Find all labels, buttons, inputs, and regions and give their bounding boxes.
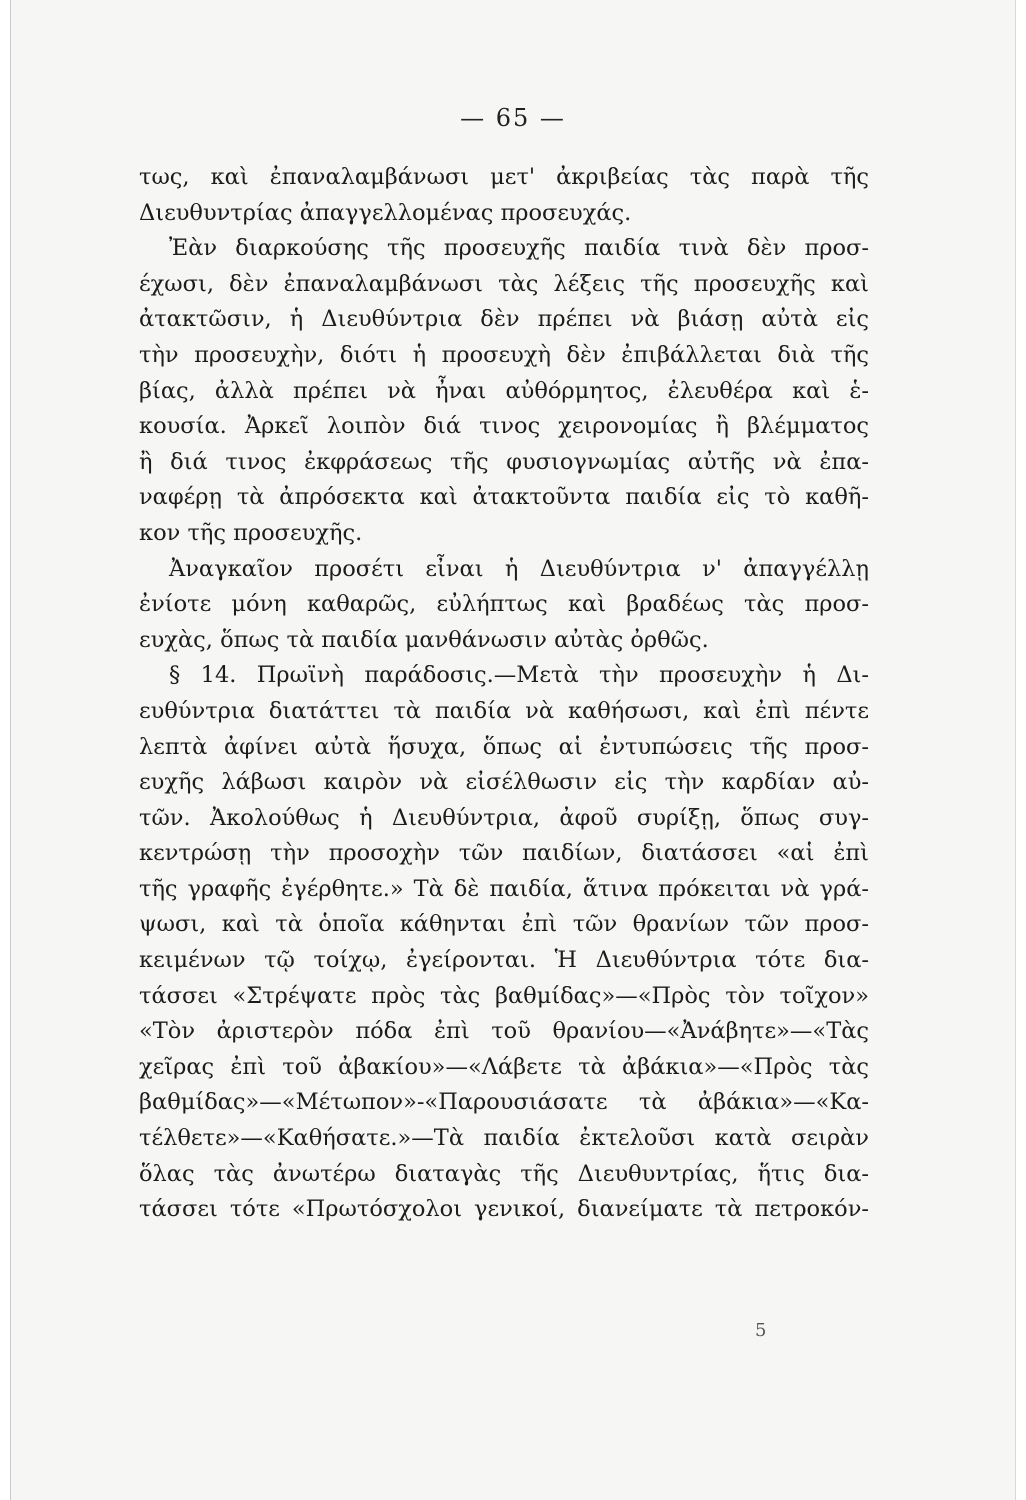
- text-line-29: ὅλας τὰς ἀνωτέρω διαταγὰς τῆς Διευθυντρίας, ἥτις δια-: [139, 1160, 869, 1187]
- text-line-11: κον τῆς προσευχῆς.: [139, 519, 363, 546]
- text-line-12: Ἀναγκαῖον προσέτι εἶναι ἡ Διευθύντρια ν' ἀπαγγέλλῃ: [169, 555, 869, 582]
- text-line-20: κεντρώσῃ τὴν προσοχὴν τῶν παιδίων, διατάσσει «αἱ ἐπὶ: [139, 840, 869, 867]
- text-line-15: § 14. Πρωϊνὴ παράδοσις.—Μετὰ τὴν προσευχὴν ἡ Δι-: [169, 662, 869, 689]
- text-line-24: τάσσει «Στρέψατε πρὸς τὰς βαθμίδας»—«Πρὸς τὸν τοῖχον»: [139, 982, 869, 1009]
- text-line-7: βίας, ἀλλὰ πρέπει νὰ ἦναι αὐθόρμητος, ἐλευθέρα καὶ ἑ-: [139, 377, 869, 404]
- text-line-5: ἀτακτῶσιν, ἡ Διευθύντρια δὲν πρέπει νὰ βιάσῃ αὐτὰ εἰς: [139, 306, 869, 333]
- text-line-16: ευθύντρια διατάττει τὰ παιδία νὰ καθήσωσι, καὶ ἐπὶ πέντε: [139, 697, 869, 724]
- text-line-2: Διευθυντρίας ἀπαγγελλομένας προσευχάς.: [139, 199, 632, 226]
- text-line-6: τὴν προσευχὴν, διότι ἡ προσευχὴ δὲν ἐπιβάλλεται διὰ τῆς: [139, 341, 869, 368]
- text-line-23: κειμένων τῷ τοίχῳ, ἐγείρονται. Ἡ Διευθύντρια τότε δια-: [139, 947, 869, 974]
- text-line-9: ἢ διά τινος ἐκφράσεως τῆς φυσιογνωμίας αὐτῆς νὰ ἐπα-: [139, 448, 869, 475]
- text-line-17: λεπτὰ ἀφίνει αὐτὰ ἥσυχα, ὅπως αἱ ἐντυπώσεις τῆς προσ-: [139, 733, 869, 760]
- text-line-27: βαθμίδας»—«Μέτωπον»-«Παρουσιάσατε τὰ ἀβάκια»—«Κα-: [139, 1089, 869, 1116]
- text-line-21: τῆς γραφῆς ἐγέρθητε.» Τὰ δὲ παιδία, ἅτινα πρόκειται νὰ γρά-: [139, 875, 869, 902]
- book-page: [10, 0, 1016, 1500]
- text-line-26: χεῖρας ἐπὶ τοῦ ἀβακίου»—«Λάβετε τὰ ἀβάκια»—«Πρὸς τὰς: [139, 1053, 869, 1080]
- signature-mark: 5: [755, 1320, 767, 1341]
- text-line-8: κουσία. Ἀρκεῖ λοιπὸν διά τινος χειρονομίας ἢ βλέμματος: [139, 413, 869, 440]
- text-line-22: ψωσι, καὶ τὰ ὁποῖα κάθηνται ἐπὶ τῶν θρανίων τῶν προσ-: [139, 911, 869, 938]
- text-line-30: τάσσει τότε «Πρωτόσχολοι γενικοί, διανείματε τὰ πετροκόν-: [139, 1196, 869, 1223]
- page-number: — 65 —: [460, 104, 566, 132]
- text-line-18: ευχῆς λάβωσι καιρὸν νὰ εἰσέλθωσιν εἰς τὴν καρδίαν αὐ-: [139, 769, 869, 796]
- text-line-25: «Τὸν ἀριστερὸν πόδα ἐπὶ τοῦ θρανίου—«Ἀνάβητε»—«Τὰς: [139, 1018, 869, 1045]
- text-line-14: ευχὰς, ὅπως τὰ παιδία μανθάνωσιν αὐτὰς ὀρθῶς.: [139, 626, 709, 653]
- text-line-10: ναφέρῃ τὰ ἀπρόσεκτα καὶ ἀτακτοῦντα παιδία εἰς τὸ καθῆ-: [139, 484, 869, 511]
- body-text: [139, 160, 869, 1228]
- text-line-19: τῶν. Ἀκολούθως ἡ Διευθύντρια, ἀφοῦ συρίξῃ, ὅπως συγ-: [139, 804, 869, 831]
- text-line-28: τέλθετε»—«Καθήσατε.»—Τὰ παιδία ἐκτελοῦσι κατὰ σειρὰν: [139, 1125, 869, 1152]
- text-line-3: Ἐὰν διαρκούσης τῆς προσευχῆς παιδία τινὰ δὲν προσ-: [169, 235, 869, 262]
- text-line-4: έχωσι, δὲν ἐπαναλαμβάνωσι τὰς λέξεις τῆς προσευχῆς καὶ: [139, 270, 869, 297]
- text-line-1: τως, καὶ ἐπαναλαμβάνωσι μετ' ἀκριβείας τὰς παρὰ τῆς: [139, 164, 869, 190]
- text-line-13: ἐνίοτε μόνη καθαρῶς, εὐλήπτως καὶ βραδέως τὰς προσ-: [139, 591, 869, 618]
